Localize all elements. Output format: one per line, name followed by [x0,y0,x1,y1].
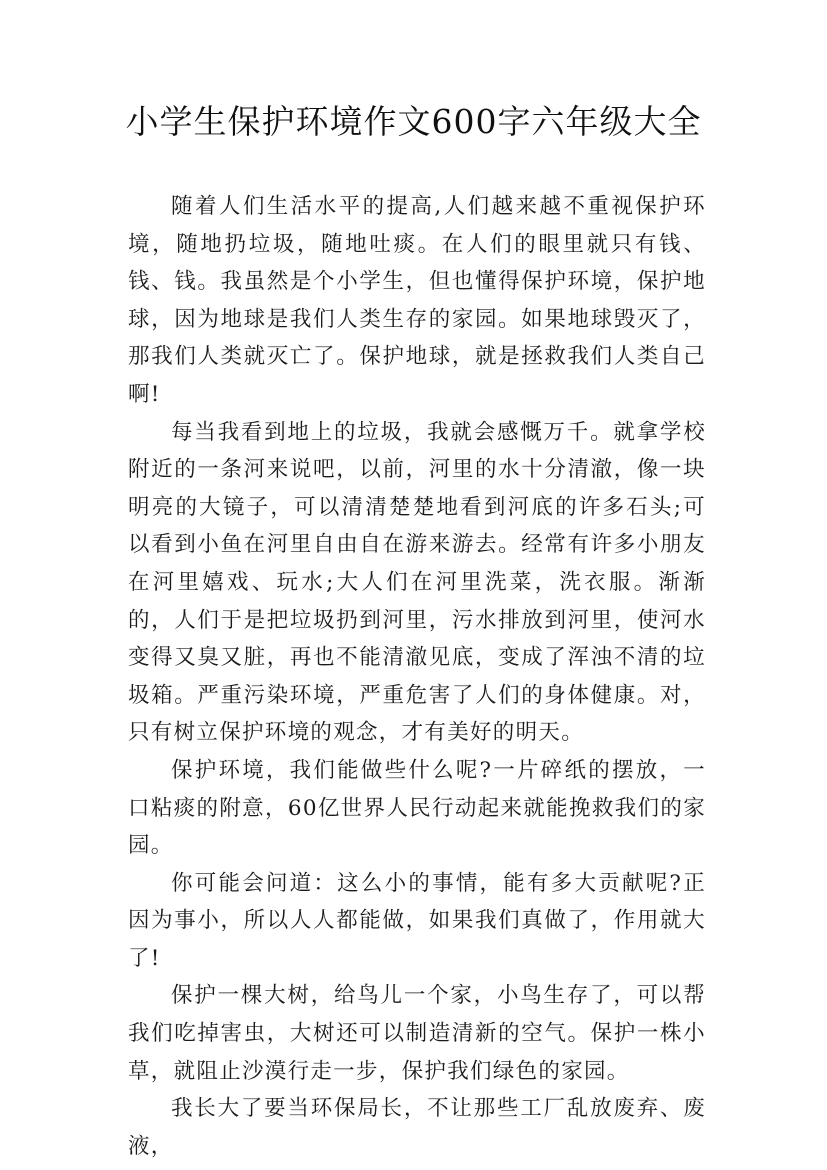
paragraph-4: 你可能会问道：这么小的事情，能有多大贡献呢?正因为事小，所以人人都能做，如果我们真做了，作用就大了! [128,870,706,971]
paragraph-2: 每当我看到地上的垃圾，我就会感慨万千。就拿学校附近的一条河来说吧，以前，河里的水十分清澈，像一块明亮的大镜子，可以清清楚楚地看到河底的许多石头;可以看到小鱼在河里自由自在游来游去。经常有许多小朋友在河里嬉戏、玩水;大人们在河里洗菜，洗衣服。渐渐的，人们于是把垃圾扔到河里，污水排放到河里，使河水变得又臭又脏，再也不能清澈见底，变成了浑浊不清的垃圾箱。严重污染环境，严重危害了人们的身体健康。对，只有树立保护环境的观念，才有美好的明天。 [128,419,706,746]
document-title: 小学生保护环境作文600字六年级大全 [125,102,702,141]
paragraph-6: 我长大了要当环保局长，不让那些工厂乱放废弃、废液， [128,1096,706,1159]
paragraph-1: 随着人们生活水平的提高,人们越来越不重视保护环境，随地扔垃圾，随地吐痰。在人们的眼里就只有钱、钱、钱。我虽然是个小学生，但也懂得保护环境，保护地球，因为地球是我们人类生存的家园。如果地球毁灭了，那我们人类就灭亡了。保护地球，就是拯救我们人类自己啊! [128,194,706,407]
paragraph-3: 保护环境，我们能做些什么呢?一片碎纸的摆放，一口粘痰的附意，60亿世界人民行动起来就能挽救我们的家园。 [128,757,706,859]
paragraph-5: 保护一棵大树，给鸟儿一个家，小鸟生存了，可以帮我们吃掉害虫，大树还可以制造清新的空气。保护一株小草，就阻止沙漠行走一步，保护我们绿色的家园。 [128,983,706,1084]
document-body [128,188,706,1165]
